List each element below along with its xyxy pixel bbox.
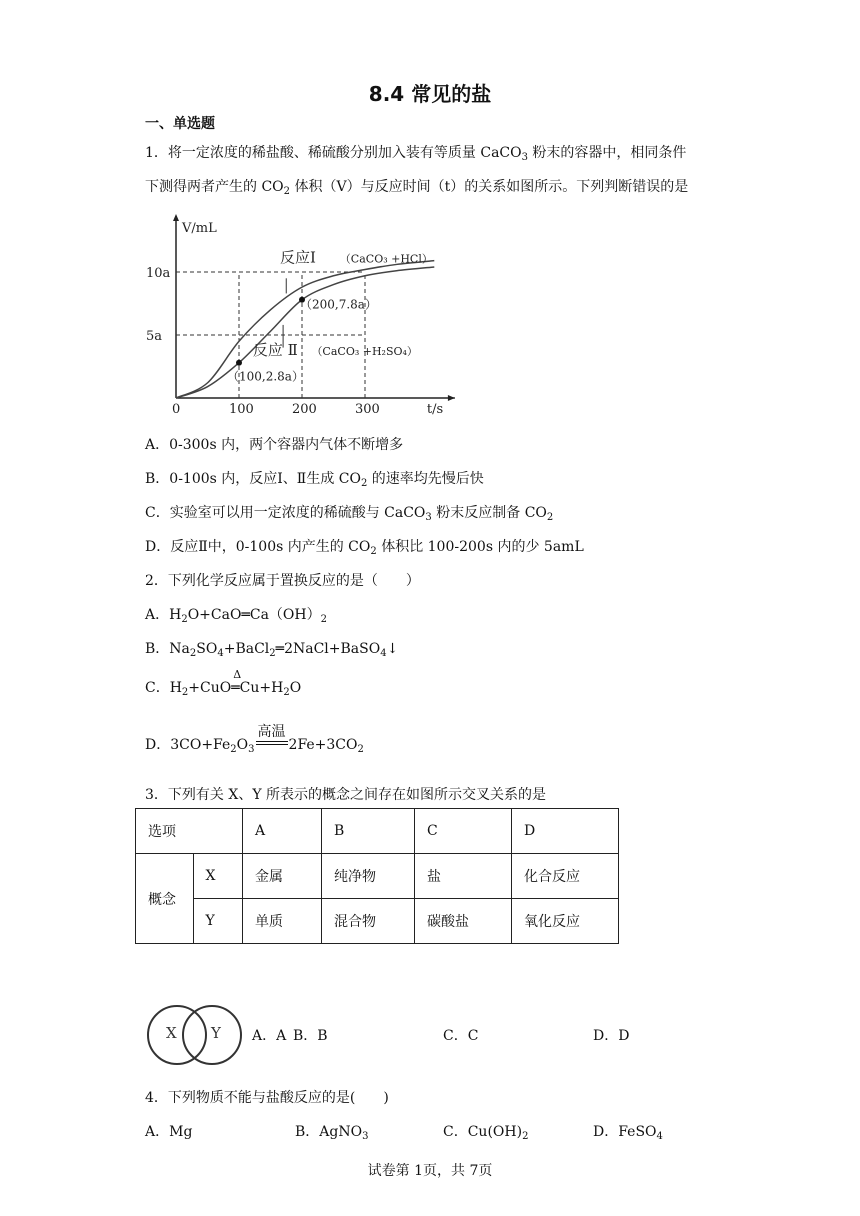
q3-option-a[interactable]: A．A — [252, 1028, 287, 1044]
q2-option-c[interactable]: C．$H_2+CuO$ Δ $═Cu+H_2O$ — [145, 668, 302, 698]
page-footer: 试卷第 1页，共 7页 — [367, 1163, 493, 1179]
x-tick-label: 100 — [229, 402, 254, 417]
q4-option-d[interactable]: D．FeSO$_4$ — [593, 1124, 663, 1142]
series-label-reaction-2-formula: （CaCO₃ +H₂SO₄） — [311, 345, 418, 359]
q2-option-d[interactable]: D．$3CO+Fe_2O_3$ 高温 $2Fe+3CO_2$ — [145, 724, 364, 755]
y-axis-label: V/mL — [182, 221, 217, 236]
table-cell: 碳酸盐 — [415, 899, 512, 944]
page-title: 8.4 常见的盐 — [368, 82, 492, 106]
venn-label-y: Y — [211, 1024, 221, 1042]
q3-option-c[interactable]: C．C — [443, 1028, 479, 1044]
heat-condition: Δ ═ — [231, 668, 242, 696]
data-point-label: （200,7.8a） — [300, 297, 377, 312]
table-cell: 盐 — [415, 854, 512, 899]
table-row — [136, 854, 619, 899]
q4-option-c[interactable]: C．$Cu(OH)_2$ — [443, 1124, 529, 1142]
table-cell: 纯净物 — [322, 854, 415, 899]
data-point — [236, 360, 242, 366]
q1-option-a[interactable]: A．0-300s 内，两个容器内气体不断增多 — [145, 437, 404, 453]
high-temp-condition: 高温 — [255, 737, 289, 753]
q3-table — [135, 808, 619, 944]
q1-chart — [140, 208, 480, 418]
table-row — [136, 899, 619, 944]
q4-stem: 4．下列物质不能与盐酸反应的是( ) — [145, 1090, 389, 1106]
x-axis-arrow — [448, 395, 455, 401]
q1-option-b[interactable]: B．0-100s 内，反应Ⅰ、Ⅱ生成 $CO_2$ 的速率均先慢后快 — [145, 471, 484, 489]
table-cell: A — [243, 809, 322, 854]
table-cell: 选项 — [136, 809, 243, 854]
venn-circle-x — [148, 1006, 206, 1064]
table-cell: X — [193, 854, 242, 899]
series-label-reaction-1-formula: （CaCO₃ +HCl） — [339, 252, 433, 266]
table-cell: 概念 — [136, 854, 194, 944]
series-label-reaction-1: 反应Ⅰ — [279, 248, 316, 267]
series-line-reaction-1 — [176, 261, 434, 398]
series-line-reaction-2 — [176, 267, 434, 398]
x-axis-label: t/s — [426, 402, 444, 417]
venn-diagram — [146, 1004, 246, 1066]
q2-stem: 2．下列化学反应属于置换反应的是（ ） — [145, 573, 420, 589]
q3-option-b[interactable]: B．B — [293, 1028, 328, 1044]
table-cell: D — [512, 809, 619, 854]
table-cell: 混合物 — [322, 899, 415, 944]
table-row — [136, 809, 619, 854]
venn-label-x: X — [166, 1024, 177, 1042]
y-tick-label: 5a — [146, 329, 163, 344]
x-tick-label: 200 — [292, 402, 317, 417]
table-cell: B — [322, 809, 415, 854]
q1-option-d[interactable]: D．反应Ⅱ中，0-100s 内产生的 $CO_2$ 体积比 100-200s 内的少 5amL — [145, 539, 584, 557]
table-cell: 氧化反应 — [512, 899, 619, 944]
q3-option-d[interactable]: D．D — [593, 1028, 630, 1044]
series-label-reaction-2: 反应 Ⅱ — [252, 341, 298, 360]
q2-option-a[interactable]: A．$H_2O+CaO═Ca(OH)_2$ — [145, 607, 327, 625]
data-point-label: （100,2.8a） — [227, 369, 304, 384]
q1-stem-line2: 下测得两者产生的 $CO_2$ 体积（V）与反应时间（t）的关系如图所示。下列判断错误的是 — [145, 179, 689, 197]
q4-option-b[interactable]: B．AgNO$_3$ — [295, 1124, 369, 1142]
y-tick-label: 10a — [146, 266, 171, 281]
table-cell: 化合反应 — [512, 854, 619, 899]
q1-stem-line1: 1．将一定浓度的稀盐酸、稀硫酸分别加入装有等质量 CaCO$_3$ 粉末的容器中，相同条件 — [145, 145, 687, 163]
x-tick-label: 0 — [172, 402, 181, 417]
table-cell: C — [415, 809, 512, 854]
y-axis-arrow — [173, 214, 179, 221]
table-cell: Y — [193, 899, 242, 944]
q4-option-a[interactable]: A．Mg — [145, 1124, 193, 1140]
table-cell: 单质 — [243, 899, 322, 944]
x-tick-label: 300 — [355, 402, 380, 417]
section-heading: 一、单选题 — [145, 116, 215, 132]
q3-stem: 3．下列有关 X、Y 所表示的概念之间存在如图所示交叉关系的是 — [145, 787, 547, 803]
q2-option-b[interactable]: B．$Na_2SO_4+BaCl_2═2NaCl+BaSO_4↓$ — [145, 641, 399, 659]
table-cell: 金属 — [243, 854, 322, 899]
q1-option-c[interactable]: C．实验室可以用一定浓度的稀硫酸与 CaCO$_3$ 粉末反应制备 $CO_2$ — [145, 505, 554, 523]
